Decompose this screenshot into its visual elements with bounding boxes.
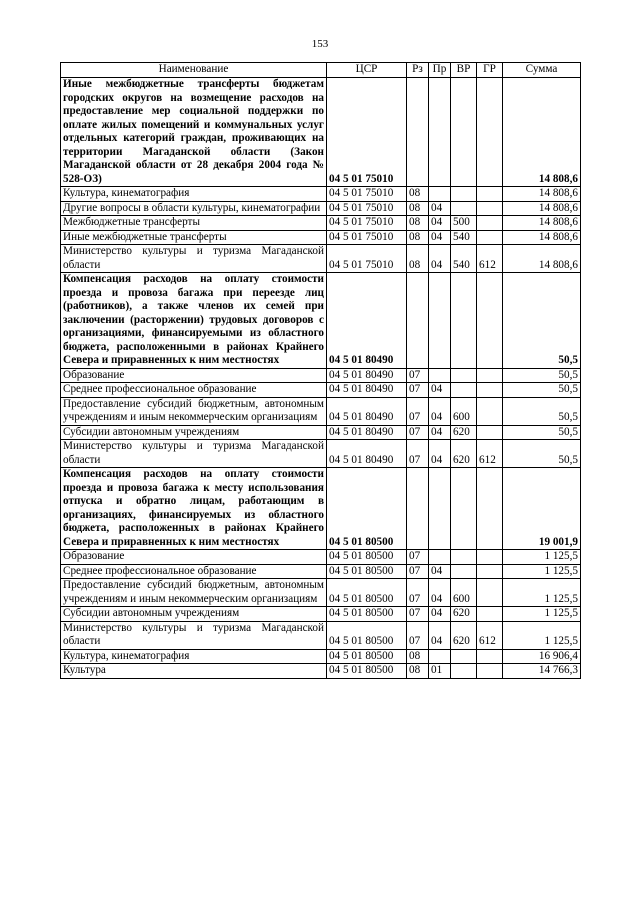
table-row <box>61 425 581 440</box>
cell-gr <box>477 397 503 425</box>
table-row <box>61 550 581 565</box>
cell-sum: 1 125,5 <box>503 621 581 649</box>
cell-sum: 1 125,5 <box>503 607 581 622</box>
cell-rz: 08 <box>407 216 429 231</box>
cell-pr: 04 <box>429 397 451 425</box>
cell-gr <box>477 468 503 550</box>
cell-csr: 04 5 01 80500 <box>327 550 407 565</box>
page-number: 153 <box>311 38 329 50</box>
cell-rz <box>407 468 429 550</box>
cell-vr: 600 <box>451 579 477 607</box>
cell-name: Министерство культуры и туризма Магаданской области <box>61 245 327 273</box>
cell-rz: 07 <box>407 425 429 440</box>
cell-rz: 08 <box>407 664 429 679</box>
cell-rz <box>407 78 429 187</box>
cell-vr <box>451 550 477 565</box>
cell-name: Иные межбюджетные трансферты <box>61 230 327 245</box>
cell-name: Министерство культуры и туризма Магаданской области <box>61 440 327 468</box>
cell-vr <box>451 468 477 550</box>
cell-gr <box>477 649 503 664</box>
cell-csr: 04 5 01 75010 <box>327 245 407 273</box>
table-row <box>61 368 581 383</box>
cell-rz: 07 <box>407 564 429 579</box>
cell-name: Образование <box>61 550 327 565</box>
header-vr: ВР <box>451 63 477 78</box>
cell-csr: 04 5 01 80500 <box>327 579 407 607</box>
cell-name: Субсидии автономным учреждениям <box>61 607 327 622</box>
table-row <box>61 78 581 187</box>
cell-gr <box>477 564 503 579</box>
cell-vr <box>451 564 477 579</box>
cell-sum: 14 808,6 <box>503 230 581 245</box>
cell-pr <box>429 468 451 550</box>
cell-csr: 04 5 01 80500 <box>327 649 407 664</box>
cell-rz: 08 <box>407 649 429 664</box>
cell-gr <box>477 664 503 679</box>
cell-gr <box>477 273 503 369</box>
cell-pr: 04 <box>429 621 451 649</box>
cell-gr <box>477 579 503 607</box>
cell-name: Среднее профессиональное образование <box>61 383 327 398</box>
table-row <box>61 564 581 579</box>
cell-gr <box>477 201 503 216</box>
cell-csr: 04 5 01 80500 <box>327 607 407 622</box>
table-row <box>61 440 581 468</box>
cell-name: Предоставление субсидий бюджетным, автономным учреждениям и иным некоммерческим организациям <box>61 579 327 607</box>
cell-rz: 07 <box>407 621 429 649</box>
header-name: Наименование <box>61 63 327 78</box>
cell-gr <box>477 187 503 202</box>
cell-name: Культура, кинематография <box>61 187 327 202</box>
cell-csr: 04 5 01 80500 <box>327 664 407 679</box>
cell-gr <box>477 368 503 383</box>
cell-pr: 04 <box>429 201 451 216</box>
table-row <box>61 607 581 622</box>
cell-pr <box>429 273 451 369</box>
cell-sum: 50,5 <box>503 397 581 425</box>
cell-rz: 08 <box>407 245 429 273</box>
table-body <box>61 78 581 679</box>
cell-csr: 04 5 01 80490 <box>327 397 407 425</box>
cell-csr: 04 5 01 75010 <box>327 187 407 202</box>
cell-sum: 14 808,6 <box>503 201 581 216</box>
table-row <box>61 245 581 273</box>
cell-vr: 540 <box>451 245 477 273</box>
cell-pr: 01 <box>429 664 451 679</box>
header-gr: ГР <box>477 63 503 78</box>
cell-pr: 04 <box>429 425 451 440</box>
cell-sum: 14 808,6 <box>503 245 581 273</box>
cell-sum: 19 001,9 <box>503 468 581 550</box>
cell-sum: 14 808,6 <box>503 216 581 231</box>
cell-vr: 600 <box>451 397 477 425</box>
cell-name: Межбюджетные трансферты <box>61 216 327 231</box>
cell-vr: 620 <box>451 440 477 468</box>
table-row <box>61 579 581 607</box>
cell-name: Среднее профессиональное образование <box>61 564 327 579</box>
cell-rz: 07 <box>407 607 429 622</box>
cell-vr <box>451 383 477 398</box>
cell-sum: 16 906,4 <box>503 649 581 664</box>
table-header-row <box>61 63 581 78</box>
cell-pr: 04 <box>429 383 451 398</box>
cell-sum: 1 125,5 <box>503 550 581 565</box>
cell-name: Компенсация расходов на оплату стоимости проезда и провоза багажа при переезде лиц (работников), а также членов их семей при заключении (расторжении) трудовых договоров с организациями, финансируемыми из областного бюджета, расположенными в районах Крайнего Севера и приравненных к ним местностях <box>61 273 327 369</box>
cell-gr: 612 <box>477 245 503 273</box>
cell-rz: 07 <box>407 397 429 425</box>
table-row <box>61 468 581 550</box>
table-row <box>61 230 581 245</box>
header-sum: Сумма <box>503 63 581 78</box>
cell-vr: 620 <box>451 607 477 622</box>
cell-csr: 04 5 01 80500 <box>327 564 407 579</box>
cell-gr <box>477 550 503 565</box>
cell-vr: 540 <box>451 230 477 245</box>
cell-sum: 14 808,6 <box>503 78 581 187</box>
cell-vr <box>451 273 477 369</box>
cell-pr <box>429 78 451 187</box>
table-row <box>61 383 581 398</box>
cell-sum: 50,5 <box>503 440 581 468</box>
cell-pr: 04 <box>429 579 451 607</box>
cell-sum: 1 125,5 <box>503 564 581 579</box>
cell-gr: 612 <box>477 621 503 649</box>
table-row <box>61 201 581 216</box>
cell-gr <box>477 230 503 245</box>
cell-rz: 08 <box>407 187 429 202</box>
cell-pr: 04 <box>429 607 451 622</box>
table-row <box>61 649 581 664</box>
cell-csr: 04 5 01 80490 <box>327 425 407 440</box>
cell-csr: 04 5 01 80490 <box>327 273 407 369</box>
cell-name: Иные межбюджетные трансферты бюджетам городских округов на возмещение расходов на предоставление мер социальной поддержки по оплате жилых помещений и коммунальных услуг отдельных категорий граждан, проживающих на территории Магаданской области (Закон Магаданской области от 28 декабря 2004 года № 528-ОЗ) <box>61 78 327 187</box>
cell-sum: 14 766,3 <box>503 664 581 679</box>
cell-sum: 50,5 <box>503 273 581 369</box>
cell-pr: 04 <box>429 440 451 468</box>
cell-csr: 04 5 01 80500 <box>327 468 407 550</box>
cell-csr: 04 5 01 80490 <box>327 383 407 398</box>
cell-gr: 612 <box>477 440 503 468</box>
cell-rz: 07 <box>407 383 429 398</box>
table-row <box>61 216 581 231</box>
cell-csr: 04 5 01 80500 <box>327 621 407 649</box>
cell-gr <box>477 216 503 231</box>
table-row <box>61 664 581 679</box>
cell-pr: 04 <box>429 216 451 231</box>
cell-vr <box>451 201 477 216</box>
cell-csr: 04 5 01 75010 <box>327 201 407 216</box>
header-pr: Пр <box>429 63 451 78</box>
cell-vr <box>451 664 477 679</box>
cell-rz: 07 <box>407 579 429 607</box>
cell-vr <box>451 187 477 202</box>
cell-name: Культура, кинематография <box>61 649 327 664</box>
cell-name: Образование <box>61 368 327 383</box>
cell-name: Другие вопросы в области культуры, кинематографии <box>61 201 327 216</box>
cell-name: Субсидии автономным учреждениям <box>61 425 327 440</box>
table-row <box>61 273 581 369</box>
cell-rz: 08 <box>407 201 429 216</box>
table-row <box>61 187 581 202</box>
cell-rz: 07 <box>407 550 429 565</box>
cell-pr: 04 <box>429 564 451 579</box>
cell-csr: 04 5 01 80490 <box>327 440 407 468</box>
cell-csr: 04 5 01 80490 <box>327 368 407 383</box>
table-row <box>61 621 581 649</box>
cell-sum: 50,5 <box>503 383 581 398</box>
cell-csr: 04 5 01 75010 <box>327 78 407 187</box>
cell-sum: 50,5 <box>503 368 581 383</box>
budget-table <box>60 62 581 679</box>
cell-sum: 1 125,5 <box>503 579 581 607</box>
cell-pr <box>429 649 451 664</box>
cell-name: Культура <box>61 664 327 679</box>
cell-pr <box>429 368 451 383</box>
cell-gr <box>477 383 503 398</box>
cell-vr <box>451 368 477 383</box>
cell-name: Предоставление субсидий бюджетным, автономным учреждениям и иным некоммерческим организациям <box>61 397 327 425</box>
cell-vr: 620 <box>451 621 477 649</box>
cell-csr: 04 5 01 75010 <box>327 216 407 231</box>
cell-vr <box>451 649 477 664</box>
header-csr: ЦСР <box>327 63 407 78</box>
header-rz: Рз <box>407 63 429 78</box>
cell-rz: 07 <box>407 368 429 383</box>
table-row <box>61 397 581 425</box>
cell-vr: 620 <box>451 425 477 440</box>
cell-name: Министерство культуры и туризма Магаданской области <box>61 621 327 649</box>
cell-csr: 04 5 01 75010 <box>327 230 407 245</box>
cell-vr: 500 <box>451 216 477 231</box>
cell-sum: 14 808,6 <box>503 187 581 202</box>
cell-gr <box>477 78 503 187</box>
cell-rz <box>407 273 429 369</box>
cell-name: Компенсация расходов на оплату стоимости проезда и провоза багажа к месту использования отпуска и обратно лицам, работающим в организациях, финансируемых из областного бюджета, расположенных в районах Крайнего Севера и приравненных к ним местностях <box>61 468 327 550</box>
cell-gr <box>477 425 503 440</box>
cell-vr <box>451 78 477 187</box>
cell-pr <box>429 550 451 565</box>
cell-rz: 08 <box>407 230 429 245</box>
cell-pr: 04 <box>429 245 451 273</box>
cell-sum: 50,5 <box>503 425 581 440</box>
cell-rz: 07 <box>407 440 429 468</box>
cell-gr <box>477 607 503 622</box>
cell-pr <box>429 187 451 202</box>
cell-pr: 04 <box>429 230 451 245</box>
